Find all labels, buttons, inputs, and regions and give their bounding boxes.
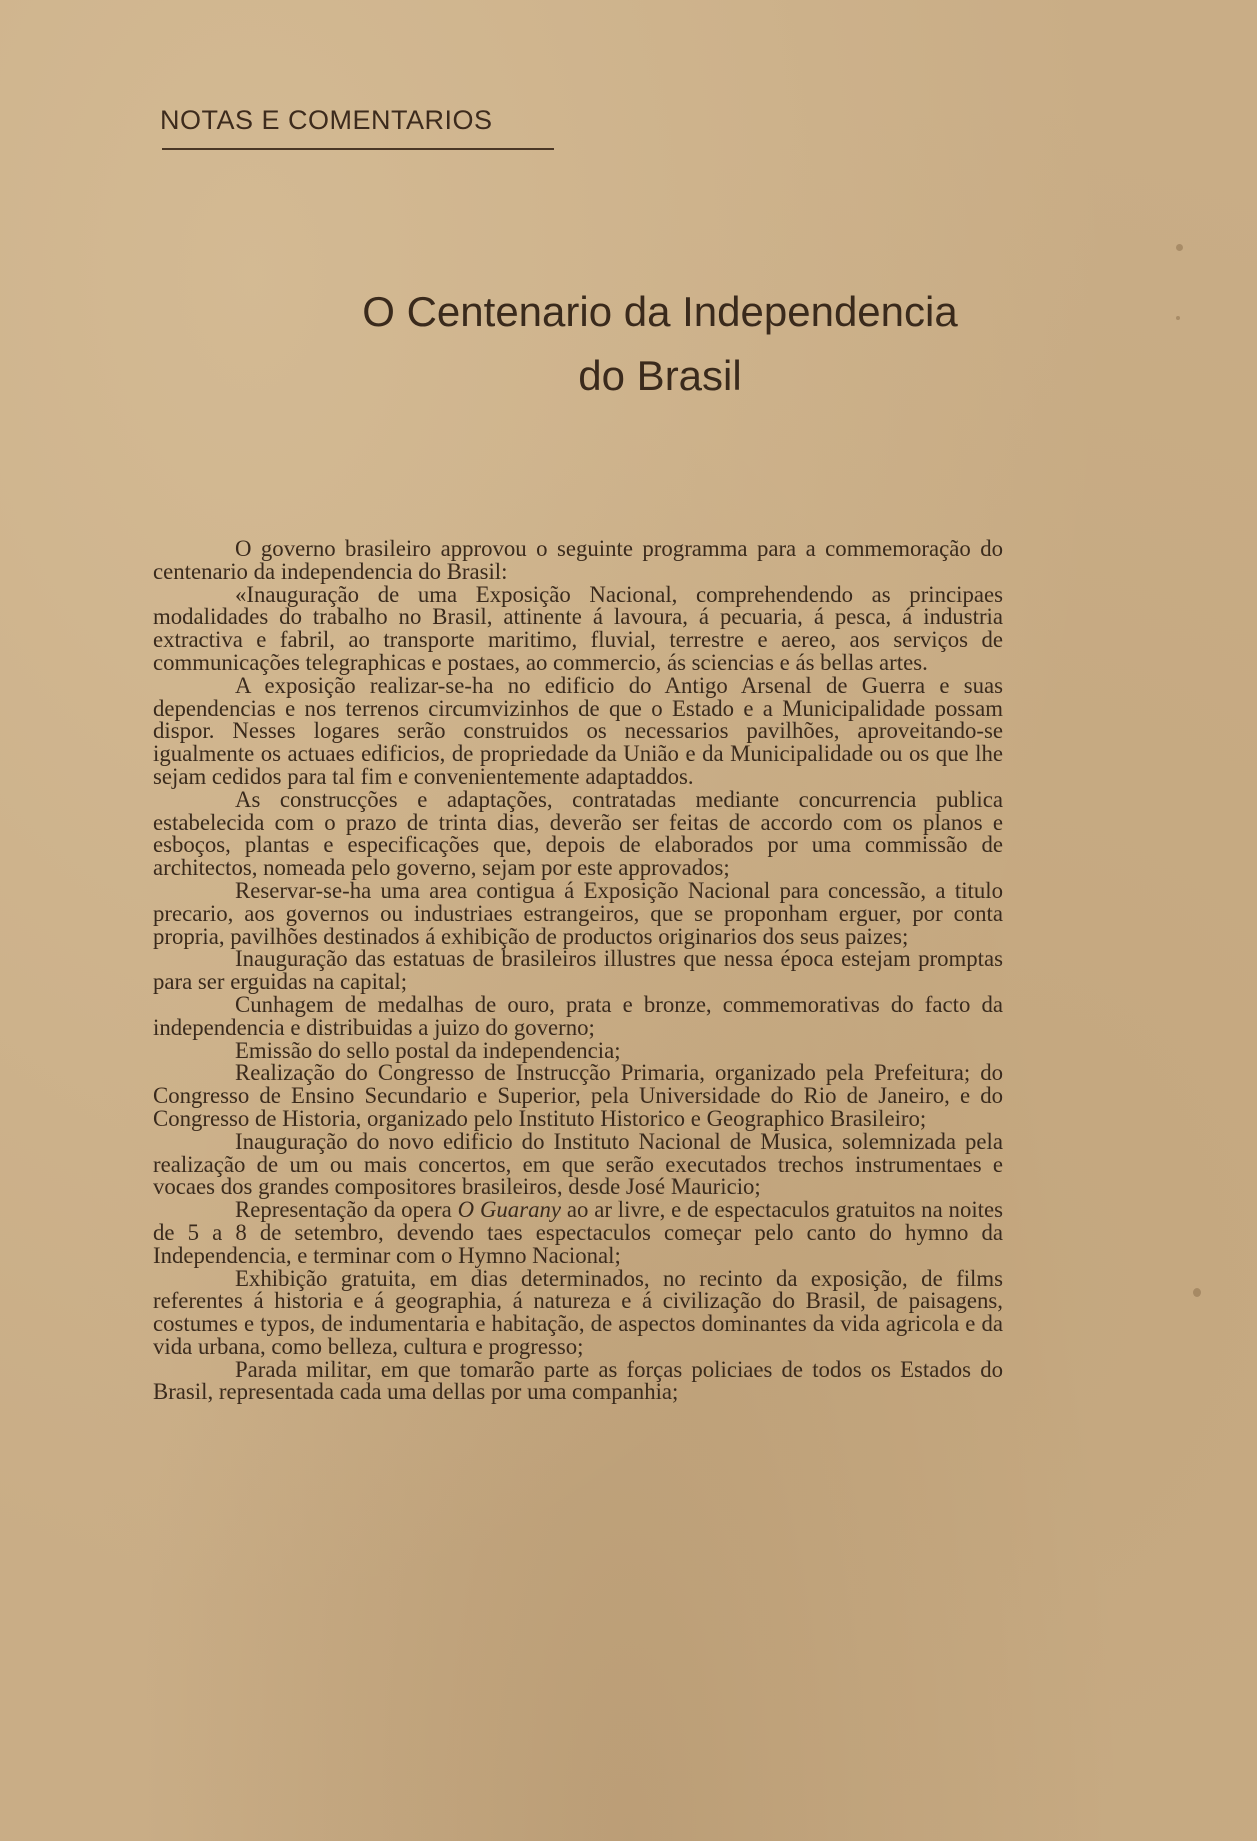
paragraph: Parada militar, em que tomarão parte as forças policiaes de todos os Estados do Brasil, representada cada uma dellas por uma companhia; [153, 1356, 1003, 1405]
paper-spot [1176, 316, 1180, 320]
section-header: NOTAS E COMENTARIOS [160, 105, 493, 135]
paper-spot [1176, 244, 1183, 251]
paragraph: O governo brasileiro approvou o seguinte programma para a commemoração do centenario da independencia do Brasil: [153, 536, 1003, 584]
header-rule [162, 148, 554, 150]
opera-text-after: ao ar livre, e de espectaculos gratuitos na noites de 5 a 8 de setembro, devendo taes espectaculos começar pelo canto do hymno da Independencia, e terminar com o Hymno Nacional; [153, 1197, 1003, 1268]
paper-spot [1193, 1288, 1201, 1297]
paragraph: Inauguração do novo edificio do Instituto Nacional de Musica, solemnizada pela realização de um ou mais concertos, em que serão executados trechos instrumentaes e vocaes dos grandes compositores brasileiros, desde José Mauricio; [153, 1128, 1003, 1200]
paragraph: Reservar-se-ha uma area contigua á Exposição Nacional para concessão, a titulo precario, aos governos ou industriaes estrangeiros, que se proponham erguer, por conta propria, pavilhões destinados á exhibição de productos originarios dos seus paizes; [153, 877, 1003, 949]
paragraph: Exhibição gratuita, em dias determinados, no recinto da exposição, de films referentes á historia e á geographia, á natureza e á civilização do Brasil, de paisagens, costumes e typos, de indumentaria e habitação, de aspectos dominantes da vida agricola e da vida urbana, como belleza, cultura e progresso; [153, 1265, 1003, 1359]
paragraph: Cunhagem de medalhas de ouro, prata e bronze, commemorativas do facto da independencia e distribuidas a juizo do governo; [153, 991, 1003, 1040]
paragraph: Inauguração das estatuas de brasileiros illustres que nessa época estejam promptas para ser erguidas na capital; [153, 946, 1003, 995]
article-title-line2: do Brasil [578, 352, 742, 399]
article-title: O Centenario da Independencia [362, 288, 958, 335]
paragraph: Emissão do sello postal da independencia; [235, 1037, 621, 1063]
paragraph: As construcções e adaptações, contratadas mediante concurrencia publica estabelecida com o prazo de trinta dias, deverão ser feitas de accordo com os planos e esboços, plantas e especificações que, depois de elaborados por uma commissão de architectos, nomeada pelo governo, sejam por este approvados; [153, 786, 1003, 881]
paragraph: Realização do Congresso de Instrucção Primaria, organizado pela Prefeitura; do Congresso de Ensino Secundario e Superior, pela Universidade do Rio de Janeiro, e do Congresso de Historia, organizado pelo Instituto Historico e Geographico Brasileiro; [153, 1060, 1003, 1131]
opera-text-before: Representação da opera [235, 1197, 458, 1223]
article-body [153, 538, 1003, 1404]
opera-paragraph [153, 1199, 1003, 1267]
paragraph: «Inauguração de uma Exposição Nacional, comprehendendo as principaes modalidades do trabalho no Brasil, attinente á lavoura, á pecuaria, á pesca, á industria extractiva e fabril, ao transporte maritimo, fluvial, terrestre e aereo, aos serviços de communicações telegraphicas e postaes, ao commercio, ás sciencias e ás bellas artes. [153, 581, 1003, 675]
paragraph: A exposição realizar-se-ha no edificio do Antigo Arsenal de Guerra e suas dependencias e nos terrenos circumvizinhos de que o Estado e a Municipalidade possam dispor. Nesses logares serão construidos os necessarios pavilhões, aproveitando-se igualmente os actuaes edificios, de propriedade da União e da Municipalidade ou os que lhe sejam cedidos para tal fim e convenientemente adaptaddos. [153, 672, 1003, 789]
opera-title: O Guarany [457, 1197, 561, 1223]
